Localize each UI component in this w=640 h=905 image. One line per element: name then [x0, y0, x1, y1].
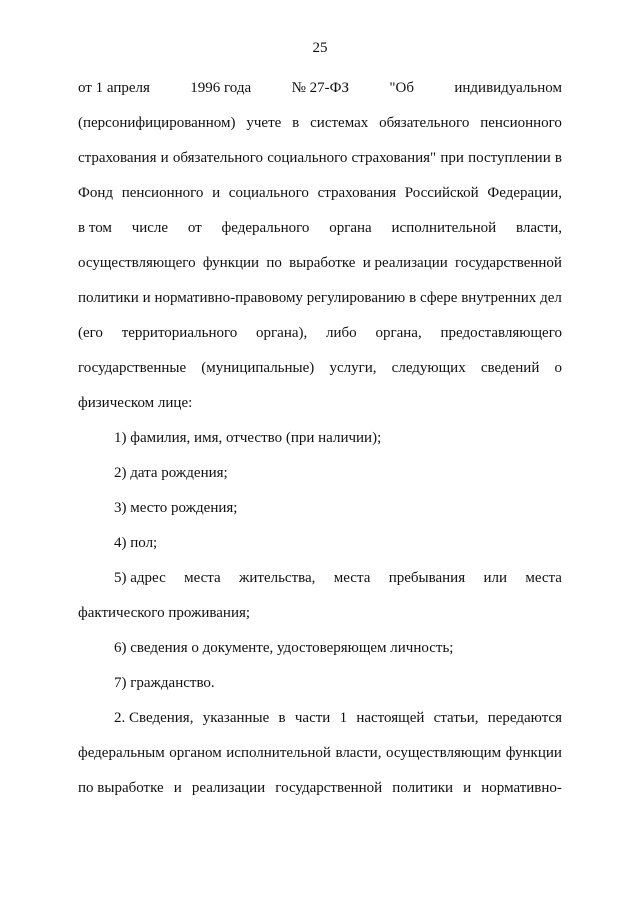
word: нормативно-правовому — [154, 290, 303, 306]
text-line — [78, 253, 562, 273]
word: № 27-ФЗ — [291, 80, 349, 96]
word: индивидуальном — [454, 80, 562, 96]
word: социального — [228, 185, 309, 201]
word: и — [212, 185, 221, 201]
word: дел — [540, 290, 562, 306]
word: Федерации, — [487, 185, 562, 201]
word: либо — [326, 325, 357, 341]
page-number: 25 — [312, 40, 328, 56]
word: при — [440, 150, 464, 166]
word: органа — [329, 220, 372, 236]
text-line — [78, 743, 562, 763]
word: федеральным — [78, 745, 165, 761]
word: политики — [392, 780, 454, 796]
list-item: 1) фамилия, имя, отчество (при наличии); — [114, 430, 382, 446]
word: нормативно- — [481, 780, 562, 796]
word: поступлении — [468, 150, 551, 166]
list-item: 3) место рождения; — [114, 500, 238, 516]
word: сведений — [480, 360, 540, 376]
word: осуществляющего — [78, 255, 196, 271]
list-item — [114, 568, 562, 588]
word: внутренних — [461, 290, 537, 306]
word: статьи, — [433, 710, 479, 726]
word: функции — [505, 745, 562, 761]
word: обязательного — [379, 115, 470, 131]
word: власти, — [515, 220, 562, 236]
word: в — [292, 115, 300, 131]
word: политики — [78, 290, 139, 306]
word: функции — [202, 255, 260, 271]
list-item: 4) пол; — [114, 535, 158, 551]
text-line — [78, 113, 562, 133]
word: обязательного — [172, 150, 264, 166]
list-item: 7) гражданство. — [114, 675, 215, 691]
word: реализации — [191, 780, 266, 796]
text-line — [78, 323, 562, 343]
word: 1 — [339, 710, 348, 726]
word: государственные — [78, 360, 187, 376]
word: услуги, — [329, 360, 377, 376]
word: Российской — [404, 185, 479, 201]
word: социального — [267, 150, 348, 166]
word: органом — [169, 745, 222, 761]
word: и — [463, 780, 472, 796]
word: пенсионного — [480, 115, 562, 131]
word: страхования — [78, 150, 157, 166]
word: жительства, — [239, 570, 316, 586]
word: следующих — [391, 360, 466, 376]
word: передаются — [487, 710, 562, 726]
word: и реализации — [362, 255, 448, 271]
word: осуществляющим — [385, 745, 502, 761]
text-line — [78, 778, 562, 798]
text-line: фактического проживания; — [78, 605, 251, 621]
text-line — [78, 288, 562, 308]
word: 1996 года — [190, 80, 252, 96]
word: (персонифицированном) — [78, 115, 236, 131]
word: исполнительной — [391, 220, 497, 236]
word: части — [294, 710, 331, 726]
word: места — [525, 570, 562, 586]
word: предоставляющего — [440, 325, 562, 341]
word: по выработке — [78, 780, 164, 796]
text-line: физическом лице: — [78, 395, 193, 411]
word: места — [184, 570, 221, 586]
word: системах — [310, 115, 369, 131]
word: 2. Сведения, — [114, 710, 194, 726]
word: регулированию — [306, 290, 406, 306]
word: о — [554, 360, 562, 376]
word: по — [266, 255, 282, 271]
word: в том — [78, 220, 112, 236]
text-line — [78, 148, 562, 168]
word: страхования — [317, 185, 397, 201]
list-item: 6) сведения о документе, удостоверяющем личность; — [114, 640, 454, 656]
word: или — [483, 570, 507, 586]
text-line — [78, 78, 562, 98]
word: пенсионного — [121, 185, 204, 201]
word: указанные — [202, 710, 270, 726]
word: власти, — [335, 745, 382, 761]
word: от 1 апреля — [78, 80, 150, 96]
text-line — [78, 183, 562, 203]
word: исполнительной — [226, 745, 331, 761]
list-item: 2) дата рождения; — [114, 465, 228, 481]
paragraph-start — [114, 708, 562, 728]
word: и — [142, 290, 151, 306]
word: в — [554, 150, 562, 166]
text-line — [78, 358, 562, 378]
word: и — [160, 150, 169, 166]
word: территориального — [121, 325, 238, 341]
word: настоящей — [356, 710, 425, 726]
word: в — [278, 710, 286, 726]
text-line — [78, 218, 562, 238]
word: числе — [131, 220, 169, 236]
word: учете — [246, 115, 282, 131]
word: "Об — [389, 80, 414, 96]
word: федерального — [221, 220, 310, 236]
word: государственной — [455, 255, 562, 271]
word: (его — [78, 325, 103, 341]
word: и — [173, 780, 182, 796]
word: от — [187, 220, 202, 236]
word: пребывания — [388, 570, 466, 586]
word: органа), — [256, 325, 308, 341]
word: 5) адрес — [114, 570, 166, 586]
word: Фонд — [78, 185, 114, 201]
word: (муниципальные) — [201, 360, 315, 376]
word: страхования" — [351, 150, 437, 166]
word: выработке — [289, 255, 356, 271]
word: государственной — [275, 780, 383, 796]
word: места — [333, 570, 371, 586]
word: сфере — [419, 290, 458, 306]
word: в — [409, 290, 417, 306]
word: органа, — [375, 325, 422, 341]
